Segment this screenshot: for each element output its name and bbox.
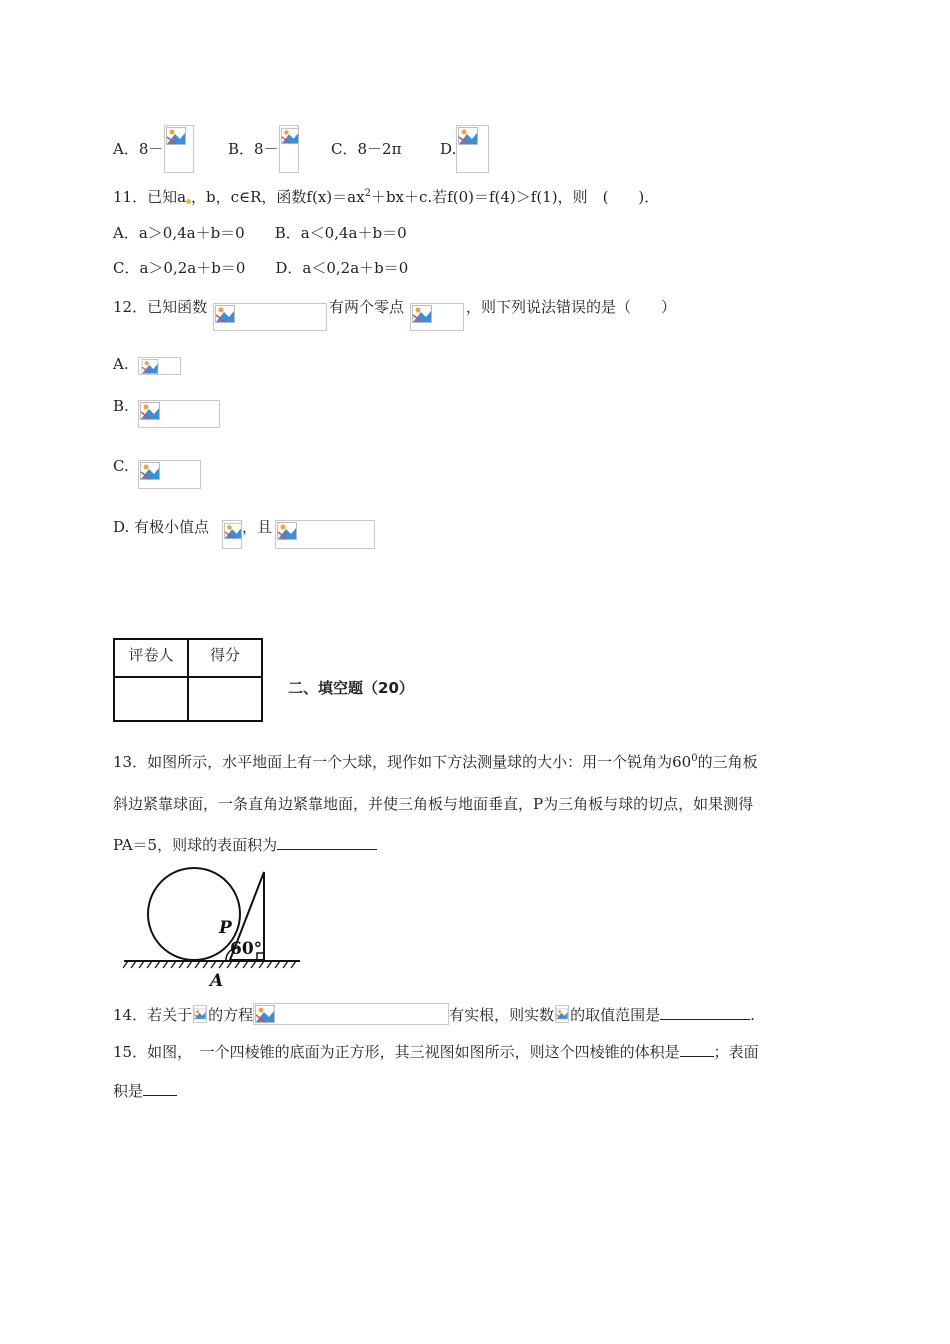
q15-line1: 15．如图， 一个四棱锥的底面为正方形，其三视图如图所示，则这个四棱锥的体积是 ；表面: [113, 1043, 759, 1061]
q11-options-cd: C．a＞0,2a＋b＝0 D．a＜0,2a＋b＝0: [113, 259, 409, 277]
q12-stem-part1: 12．已知函数: [113, 298, 208, 316]
q14-stem: 14．若关于 的方程 有实根，则实数 的取值范围是 .: [113, 1003, 755, 1025]
q14-variable-a-image: [555, 1005, 569, 1023]
broken-image-icon: [166, 127, 186, 145]
q11-stem: 11．已知a ，b，c∈R，函数$f(x)=ax^2+bx+c$.若f(0)＝f(4)＞f(1)，则 ( )．: [113, 188, 660, 206]
score-table-header-grader: 评卷人: [114, 639, 188, 677]
label-60-degrees: 60°: [230, 939, 263, 959]
q12-option-d-point-image: [222, 520, 242, 549]
broken-image-icon: [140, 402, 160, 420]
q12-option-a: A.: [113, 355, 129, 373]
q12-zeros-image: [410, 303, 464, 331]
q10-option-d: D.: [440, 140, 457, 158]
label-p: P: [219, 918, 232, 938]
q12-option-a-image: [138, 357, 181, 375]
q14-variable-x-image: [193, 1005, 207, 1023]
q15-volume-blank: [680, 1042, 714, 1057]
broken-image-icon: [255, 1005, 275, 1023]
score-table-grader-cell: [114, 677, 188, 721]
ground-hatching: [123, 961, 296, 968]
q13-answer-blank: [277, 835, 377, 850]
broken-image-icon: [215, 305, 235, 323]
q12-option-c-image: [138, 460, 201, 489]
q10-option-d-image: [456, 125, 489, 173]
broken-image-icon: [281, 127, 299, 145]
q10-option-a-image: [164, 125, 194, 173]
q14-answer-blank: [660, 1005, 750, 1020]
q12-option-c: C.: [113, 457, 129, 475]
q15-line2: 积是: [113, 1081, 177, 1101]
q12-option-b: B.: [113, 397, 129, 415]
q12-option-b-image: [138, 400, 220, 428]
q15-surface-area-blank: [143, 1081, 177, 1096]
ball-circle: [148, 868, 240, 960]
q13-line1: 13．如图所示，水平地面上有一个大球，现作如下方法测量球的大小：用一个锐角为$60^0$的三角板: [113, 753, 758, 771]
q12-stem-part3: ，则下列说法错误的是（ ）: [466, 298, 677, 316]
q10-option-b-image: [279, 125, 299, 173]
q10-option-b: B．8－: [228, 140, 279, 158]
q13-ball-triangle-figure: [122, 866, 304, 990]
score-table-score-cell: [188, 677, 262, 721]
broken-image-icon: [224, 522, 242, 540]
section-title-fill-in: 二、填空题（20）: [288, 679, 414, 697]
q12-option-d-part1: D. 有极小值点: [113, 518, 210, 536]
q12-function-image: [213, 303, 327, 331]
q10-option-a: A．8－: [113, 140, 164, 158]
q13-line3: PA＝5，则球的表面积为: [113, 835, 377, 855]
q11-options-ab: A．a＞0,4a＋b＝0 B．a＜0,4a＋b＝0: [113, 224, 407, 242]
broken-image-icon: [194, 1007, 206, 1021]
label-a: A: [210, 971, 224, 990]
broken-image-icon: [277, 522, 297, 540]
q12-option-d-part2: ，且: [242, 518, 273, 536]
q13-line2: 斜边紧靠球面，一条直角边紧靠地面，并使三角板与地面垂直，P为三角板与球的切点，如果测得: [113, 795, 754, 813]
broken-image-icon: [458, 127, 478, 145]
broken-image-icon: [140, 359, 160, 374]
q12-option-d-expr-image: [275, 520, 375, 549]
score-table: [113, 638, 263, 722]
q10-option-c: C．8－2π: [331, 140, 402, 158]
q14-equation-image: [253, 1003, 449, 1025]
broken-image-icon: [140, 462, 160, 480]
q12-stem-part2: 有两个零点: [329, 298, 405, 316]
broken-image-icon: [412, 305, 432, 323]
score-table-header-score: 得分: [188, 639, 262, 677]
broken-image-icon: [556, 1007, 568, 1021]
